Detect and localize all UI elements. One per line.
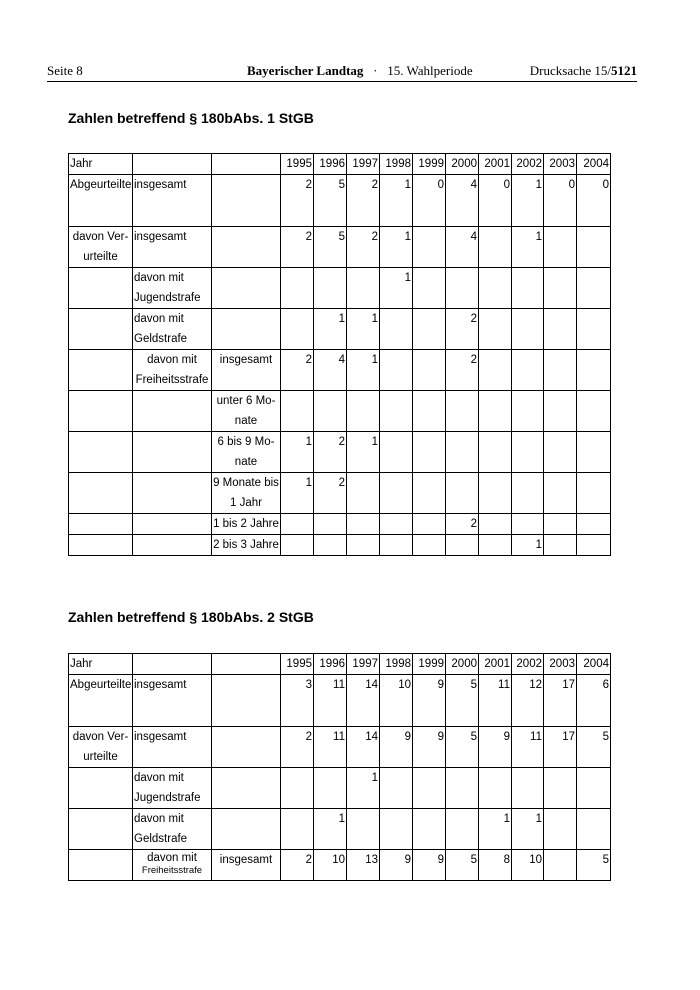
row-label-cell [69, 514, 133, 535]
table-row [69, 768, 611, 809]
value-cell: 5 [577, 727, 611, 768]
value-cell [446, 473, 479, 514]
value-cell [380, 391, 413, 432]
value-cell [413, 391, 446, 432]
table1 [68, 153, 611, 556]
year-header-cell: 1999 [413, 154, 446, 175]
year-header-cell: 2001 [479, 154, 512, 175]
value-cell: 17 [544, 675, 577, 727]
year-header-cell: 1995 [281, 654, 314, 675]
table-row [69, 727, 611, 768]
value-cell: 11 [479, 675, 512, 727]
year-header-cell: 2004 [577, 154, 611, 175]
table-row [69, 675, 611, 727]
header-separator: · [373, 63, 378, 78]
value-cell [446, 391, 479, 432]
value-cell: 5 [577, 850, 611, 881]
row-sublabel-cell [133, 514, 212, 535]
header-empty-cell [212, 154, 281, 175]
value-cell [544, 768, 577, 809]
row-sublabel-cell: davon mit Freiheitsstrafe [133, 350, 212, 391]
value-cell: 1 [347, 432, 380, 473]
electoral-period: 15. Wahlperiode [387, 63, 473, 78]
value-cell: 1 [281, 473, 314, 514]
value-cell: 9 [380, 850, 413, 881]
page-number: Seite 8 [47, 63, 83, 78]
value-cell [479, 350, 512, 391]
row-label-cell: Abgeurteilte [69, 175, 133, 227]
header-row [69, 154, 611, 175]
value-cell [479, 268, 512, 309]
row-sublabel-small: Freiheitsstrafe [141, 865, 203, 876]
row-detail-cell [212, 768, 281, 809]
value-cell [544, 850, 577, 881]
value-cell [413, 809, 446, 850]
value-cell: 6 [577, 675, 611, 727]
value-cell [577, 350, 611, 391]
value-cell [544, 350, 577, 391]
row-detail-cell: 6 bis 9 Mo-nate [212, 432, 281, 473]
row-sublabel-cell [133, 391, 212, 432]
value-cell [380, 809, 413, 850]
value-cell [281, 809, 314, 850]
value-cell [413, 227, 446, 268]
value-cell: 0 [479, 175, 512, 227]
value-cell [281, 535, 314, 556]
value-cell: 1 [380, 227, 413, 268]
value-cell: 2 [446, 309, 479, 350]
value-cell [512, 350, 544, 391]
value-cell: 4 [446, 227, 479, 268]
value-cell [413, 768, 446, 809]
table-row [69, 514, 611, 535]
value-cell [479, 227, 512, 268]
table1-title: Zahlen betreffend § 180bAbs. 1 StGB [68, 110, 314, 126]
value-cell [446, 768, 479, 809]
row-label-cell [69, 391, 133, 432]
value-cell: 2 [314, 473, 347, 514]
year-header-cell: 1999 [413, 654, 446, 675]
row-detail-cell: insgesamt [212, 850, 281, 881]
value-cell [544, 432, 577, 473]
row-detail-cell [212, 227, 281, 268]
value-cell: 1 [314, 309, 347, 350]
parliament-name: Bayerischer Landtag [247, 63, 364, 78]
table2-title: Zahlen betreffend § 180bAbs. 2 StGB [68, 609, 314, 625]
row-sublabel-text: davon mit [147, 852, 197, 864]
value-cell [512, 391, 544, 432]
value-cell: 9 [413, 850, 446, 881]
value-cell: 5 [446, 675, 479, 727]
value-cell [314, 535, 347, 556]
value-cell [577, 432, 611, 473]
row-sublabel-cell: davon mit Jugendstrafe [133, 268, 212, 309]
year-header-cell: 2004 [577, 654, 611, 675]
year-header-cell: 1998 [380, 154, 413, 175]
value-cell: 2 [314, 432, 347, 473]
value-cell [314, 768, 347, 809]
row-label-cell [69, 473, 133, 514]
value-cell [512, 268, 544, 309]
value-cell [512, 309, 544, 350]
table-row [69, 391, 611, 432]
value-cell [380, 535, 413, 556]
year-header-cell: 1997 [347, 654, 380, 675]
value-cell [413, 309, 446, 350]
year-header-cell: 1996 [314, 154, 347, 175]
row-label-cell [69, 768, 133, 809]
value-cell: 2 [281, 727, 314, 768]
value-cell [413, 514, 446, 535]
row-sublabel-cell: davon mit Geldstrafe [133, 309, 212, 350]
table-row [69, 175, 611, 227]
value-cell [281, 768, 314, 809]
value-cell [479, 535, 512, 556]
value-cell [281, 514, 314, 535]
row-sublabel-cell: insgesamt [133, 175, 212, 227]
value-cell [380, 514, 413, 535]
row-detail-cell [212, 809, 281, 850]
row-sublabel-cell [133, 432, 212, 473]
header-empty-cell [133, 154, 212, 175]
value-cell [380, 432, 413, 473]
value-cell: 14 [347, 727, 380, 768]
row-sublabel-cell: davon mit Jugendstrafe [133, 768, 212, 809]
row-detail-cell: 9 Monate bis 1 Jahr [212, 473, 281, 514]
row-label-cell [69, 350, 133, 391]
table2 [68, 653, 611, 881]
value-cell [347, 391, 380, 432]
value-cell: 1 [347, 309, 380, 350]
value-cell: 11 [314, 675, 347, 727]
value-cell: 0 [544, 175, 577, 227]
table-row [69, 473, 611, 514]
row-label-cell [69, 535, 133, 556]
row-label-cell: davon Ver-urteilte [69, 727, 133, 768]
value-cell [347, 473, 380, 514]
header-empty-cell [212, 654, 281, 675]
value-cell [347, 268, 380, 309]
value-cell: 13 [347, 850, 380, 881]
value-cell: 4 [314, 350, 347, 391]
row-label-cell [69, 432, 133, 473]
value-cell: 8 [479, 850, 512, 881]
value-cell [281, 391, 314, 432]
row-sublabel-cell: davon mit Geldstrafe [133, 809, 212, 850]
header-center [247, 63, 473, 79]
value-cell: 2 [281, 175, 314, 227]
table-row [69, 309, 611, 350]
row-detail-cell [212, 268, 281, 309]
value-cell [479, 473, 512, 514]
row-detail-cell [212, 727, 281, 768]
value-cell [577, 227, 611, 268]
value-cell: 1 [281, 432, 314, 473]
value-cell: 0 [577, 175, 611, 227]
row-label-cell [69, 850, 133, 881]
row-label-cell [69, 309, 133, 350]
header-empty-cell [133, 654, 212, 675]
value-cell [413, 535, 446, 556]
value-cell: 0 [413, 175, 446, 227]
value-cell [577, 514, 611, 535]
value-cell: 1 [512, 175, 544, 227]
value-cell [577, 309, 611, 350]
table-row [69, 268, 611, 309]
value-cell [347, 535, 380, 556]
row-detail-cell [212, 675, 281, 727]
table-row [69, 227, 611, 268]
value-cell [314, 268, 347, 309]
value-cell [446, 268, 479, 309]
value-cell [380, 350, 413, 391]
row-detail-cell: 1 bis 2 Jahre [212, 514, 281, 535]
year-header-cell: 2000 [446, 654, 479, 675]
year-header-cell: 2002 [512, 154, 544, 175]
value-cell [544, 809, 577, 850]
value-cell [446, 809, 479, 850]
value-cell: 1 [512, 809, 544, 850]
row-label-cell [69, 809, 133, 850]
page-header [47, 63, 637, 82]
row-detail-cell: insgesamt [212, 350, 281, 391]
value-cell [512, 432, 544, 473]
value-cell [544, 514, 577, 535]
table-row [69, 350, 611, 391]
value-cell [577, 809, 611, 850]
value-cell [512, 768, 544, 809]
value-cell [544, 309, 577, 350]
value-cell [479, 309, 512, 350]
value-cell [380, 768, 413, 809]
value-cell: 11 [314, 727, 347, 768]
value-cell [577, 391, 611, 432]
year-header-cell: 1995 [281, 154, 314, 175]
value-cell: 2 [446, 350, 479, 391]
row-sublabel-cell: insgesamt [133, 227, 212, 268]
value-cell: 1 [512, 227, 544, 268]
value-cell [314, 391, 347, 432]
value-cell [479, 432, 512, 473]
row-sublabel-cell [133, 535, 212, 556]
value-cell: 10 [314, 850, 347, 881]
value-cell: 9 [479, 727, 512, 768]
value-cell: 2 [281, 350, 314, 391]
value-cell: 14 [347, 675, 380, 727]
value-cell: 5 [446, 850, 479, 881]
value-cell [512, 473, 544, 514]
value-cell [347, 809, 380, 850]
value-cell: 10 [380, 675, 413, 727]
value-cell [413, 432, 446, 473]
value-cell: 9 [380, 727, 413, 768]
value-cell: 1 [512, 535, 544, 556]
value-cell [479, 768, 512, 809]
row-detail-cell: unter 6 Mo-nate [212, 391, 281, 432]
year-header-cell: 2000 [446, 154, 479, 175]
value-cell [413, 268, 446, 309]
year-header-cell: 2003 [544, 654, 577, 675]
table-row [69, 535, 611, 556]
table-row [69, 432, 611, 473]
document-number: Drucksache 15/5121 [529, 63, 637, 78]
table-row [69, 850, 611, 881]
value-cell [446, 535, 479, 556]
header-label-cell: Jahr [69, 654, 133, 675]
value-cell: 1 [347, 768, 380, 809]
header-label-cell: Jahr [69, 154, 133, 175]
value-cell [413, 350, 446, 391]
value-cell [544, 268, 577, 309]
row-detail-cell: 2 bis 3 Jahre [212, 535, 281, 556]
row-sublabel-cell: insgesamt [133, 675, 212, 727]
header-row [69, 654, 611, 675]
value-cell: 3 [281, 675, 314, 727]
value-cell: 9 [413, 675, 446, 727]
year-header-cell: 2002 [512, 654, 544, 675]
value-cell: 2 [281, 850, 314, 881]
year-header-cell: 1998 [380, 654, 413, 675]
value-cell [544, 391, 577, 432]
year-header-cell: 2003 [544, 154, 577, 175]
value-cell: 4 [446, 175, 479, 227]
year-header-cell: 2001 [479, 654, 512, 675]
value-cell: 2 [347, 175, 380, 227]
value-cell [577, 473, 611, 514]
row-detail-cell [212, 309, 281, 350]
row-sublabel-cell: insgesamt [133, 727, 212, 768]
value-cell [479, 391, 512, 432]
table-row [69, 809, 611, 850]
row-label-cell: davon Ver-urteilte [69, 227, 133, 268]
value-cell: 5 [446, 727, 479, 768]
value-cell [446, 432, 479, 473]
value-cell [413, 473, 446, 514]
year-header-cell: 1997 [347, 154, 380, 175]
value-cell [544, 227, 577, 268]
row-sublabel-cell [133, 473, 212, 514]
value-cell [512, 514, 544, 535]
value-cell: 1 [380, 175, 413, 227]
value-cell: 5 [314, 227, 347, 268]
value-cell: 10 [512, 850, 544, 881]
value-cell [544, 473, 577, 514]
value-cell [577, 535, 611, 556]
value-cell: 2 [347, 227, 380, 268]
value-cell [380, 309, 413, 350]
value-cell: 1 [479, 809, 512, 850]
value-cell: 1 [380, 268, 413, 309]
row-label-cell [69, 268, 133, 309]
value-cell: 2 [446, 514, 479, 535]
value-cell [577, 768, 611, 809]
value-cell [380, 473, 413, 514]
value-cell [577, 268, 611, 309]
value-cell: 1 [314, 809, 347, 850]
row-sublabel-cell [133, 850, 212, 881]
value-cell [347, 514, 380, 535]
value-cell [281, 309, 314, 350]
value-cell: 17 [544, 727, 577, 768]
value-cell: 9 [413, 727, 446, 768]
value-cell: 11 [512, 727, 544, 768]
value-cell: 1 [347, 350, 380, 391]
row-label-cell: Abgeurteilte [69, 675, 133, 727]
value-cell [544, 535, 577, 556]
value-cell: 12 [512, 675, 544, 727]
value-cell: 2 [281, 227, 314, 268]
year-header-cell: 1996 [314, 654, 347, 675]
row-detail-cell [212, 175, 281, 227]
value-cell [314, 514, 347, 535]
value-cell [479, 514, 512, 535]
value-cell [281, 268, 314, 309]
value-cell: 5 [314, 175, 347, 227]
